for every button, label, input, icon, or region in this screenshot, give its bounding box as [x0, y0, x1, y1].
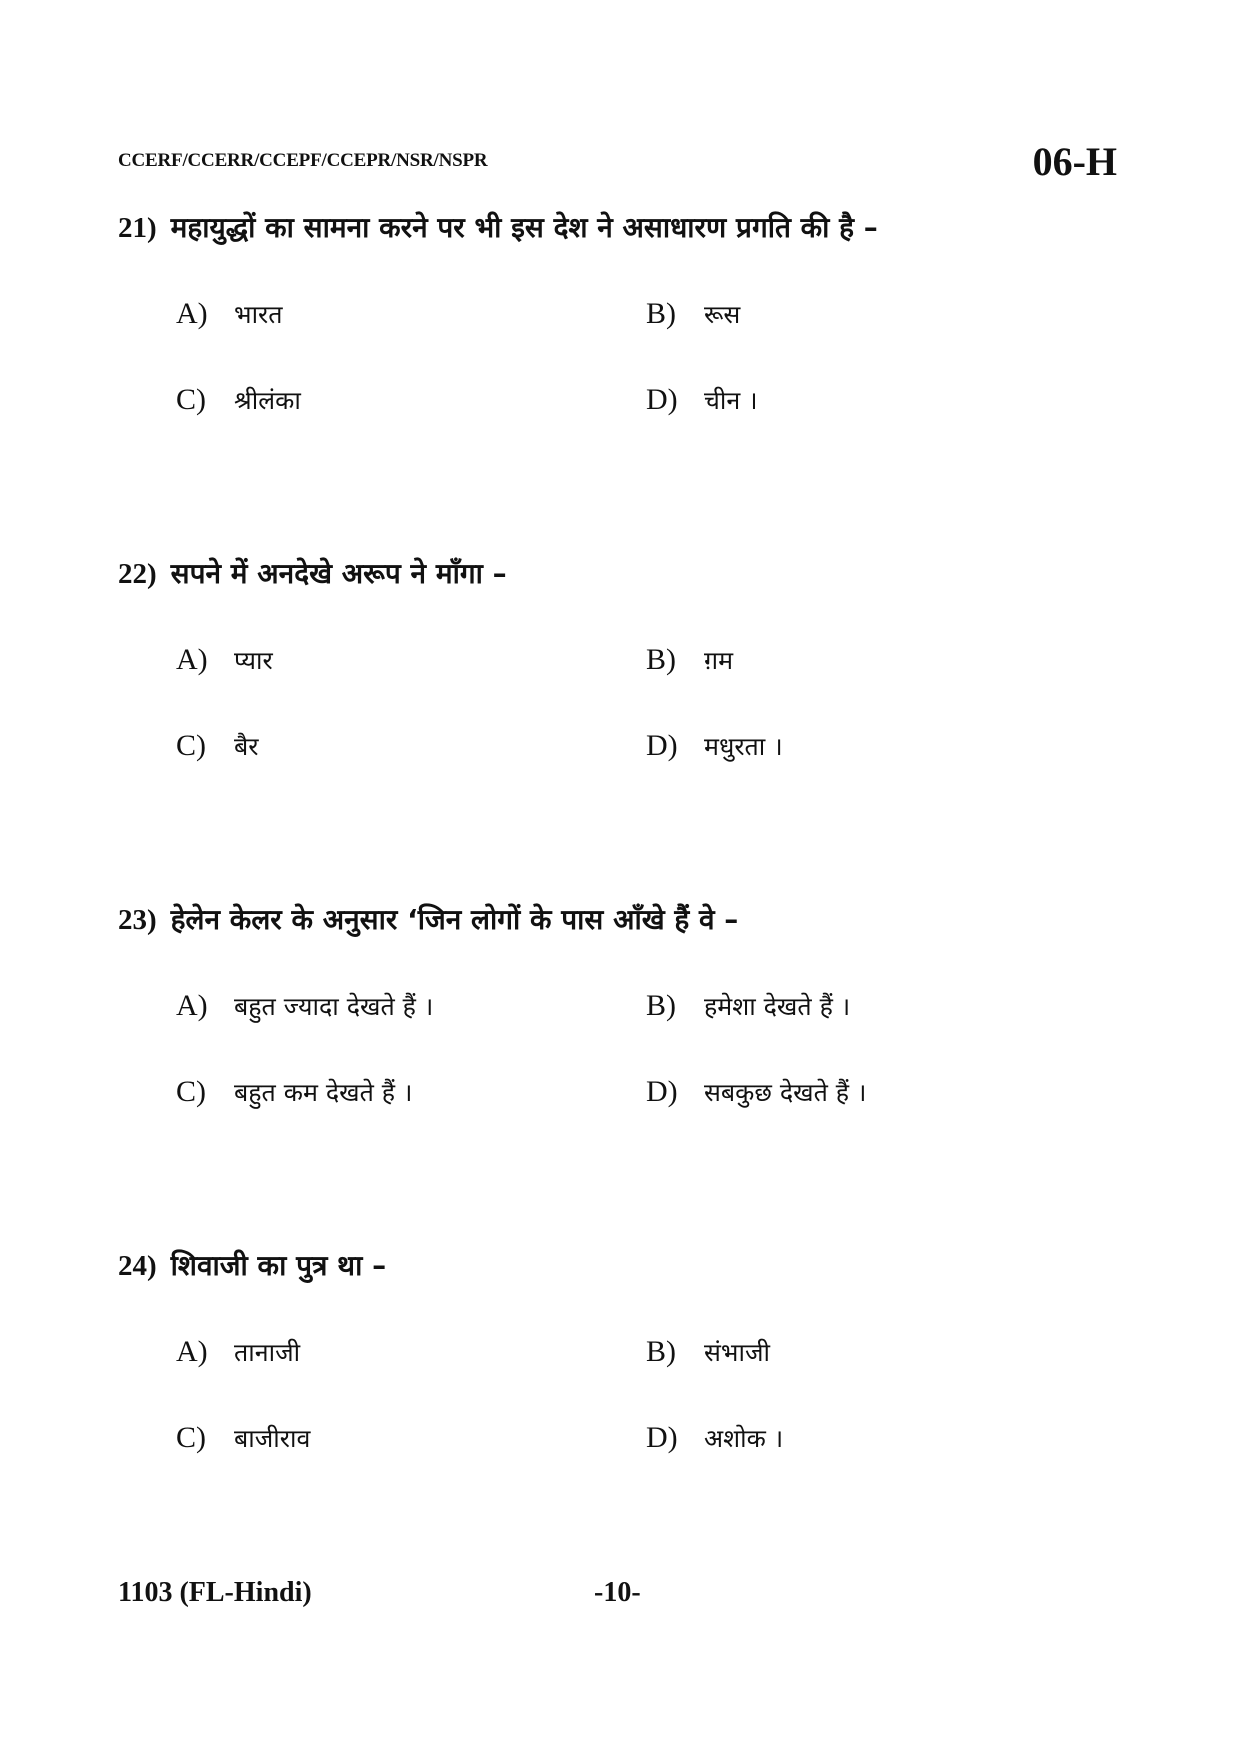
option-letter: B) [646, 643, 676, 676]
option-24-d [646, 1418, 783, 1459]
option-24-a [176, 1332, 300, 1373]
option-21-d [646, 380, 758, 421]
question-number: 23) [118, 904, 157, 936]
option-letter: C) [176, 1075, 206, 1108]
option-text: बहुत कम देखते हैं । [234, 1078, 413, 1107]
question-23 [118, 900, 1128, 940]
question-22 [118, 554, 1128, 594]
option-21-c [176, 380, 301, 421]
question-text: महायुद्धों का सामना करने पर भी इस देश ने असाधारण प्रगति की है – [170, 211, 878, 244]
option-text: ग़म [704, 646, 734, 675]
option-23-d [646, 1072, 866, 1113]
option-text: रूस [704, 300, 741, 329]
option-text: अशोक । [704, 1424, 784, 1453]
option-text: हमेशा देखते हैं । [704, 992, 851, 1021]
option-text: तानाजी [234, 1338, 301, 1367]
option-24-b [646, 1332, 770, 1373]
option-letter: B) [646, 989, 676, 1022]
question-text: शिवाजी का पुत्र था – [170, 1249, 387, 1282]
option-text: चीन । [704, 386, 758, 415]
option-text: भारत [234, 300, 283, 329]
question-number: 22) [118, 558, 157, 590]
option-22-c [176, 726, 259, 767]
option-letter: C) [176, 383, 206, 416]
exam-codes: CCERF/CCERR/CCEPF/CCEPR/NSR/NSPR [118, 150, 488, 171]
option-text: प्यार [234, 646, 273, 675]
option-23-a [176, 986, 433, 1027]
question-number: 24) [118, 1250, 157, 1282]
question-stem [118, 554, 1128, 594]
question-stem [118, 900, 1128, 940]
option-text: बैर [234, 732, 259, 761]
option-text: सबकुछ देखते हैं । [704, 1078, 867, 1107]
question-text: सपने में अनदेखे अरूप ने माँगा – [170, 557, 507, 590]
option-text: बाजीराव [234, 1424, 311, 1453]
option-text: मधुरता । [704, 732, 783, 761]
option-letter: A) [176, 1335, 208, 1368]
option-24-c [176, 1418, 310, 1459]
option-letter: A) [176, 643, 208, 676]
option-23-c [176, 1072, 412, 1113]
option-22-d [646, 726, 783, 767]
option-23-b [646, 986, 850, 1027]
option-letter: A) [176, 989, 208, 1022]
question-24 [118, 1246, 1128, 1286]
option-text: संभाजी [704, 1338, 770, 1367]
question-text: हेलेन केलर के अनुसार ‘जिन लोगों के पास आँखे हैं वे – [170, 903, 739, 936]
option-text: श्रीलंका [234, 386, 301, 415]
option-letter: D) [646, 729, 678, 762]
option-text: बहुत ज्यादा देखते हैं । [234, 992, 434, 1021]
option-21-a [176, 294, 283, 335]
option-21-b [646, 294, 740, 335]
option-22-b [646, 640, 733, 681]
question-21 [118, 208, 1128, 248]
question-stem [118, 1246, 1128, 1286]
question-number: 21) [118, 212, 157, 244]
paper-code: 06-H [1032, 139, 1117, 184]
option-letter: C) [176, 729, 206, 762]
option-letter: D) [646, 1421, 678, 1454]
question-stem [118, 208, 1128, 248]
option-letter: B) [646, 297, 676, 330]
option-letter: A) [176, 297, 208, 330]
page-number: -10- [594, 1577, 641, 1608]
option-letter: C) [176, 1421, 206, 1454]
option-letter: D) [646, 383, 678, 416]
option-letter: B) [646, 1335, 676, 1368]
option-letter: D) [646, 1075, 678, 1108]
option-22-a [176, 640, 273, 681]
subject-code: 1103 (FL-Hindi) [118, 1577, 312, 1608]
